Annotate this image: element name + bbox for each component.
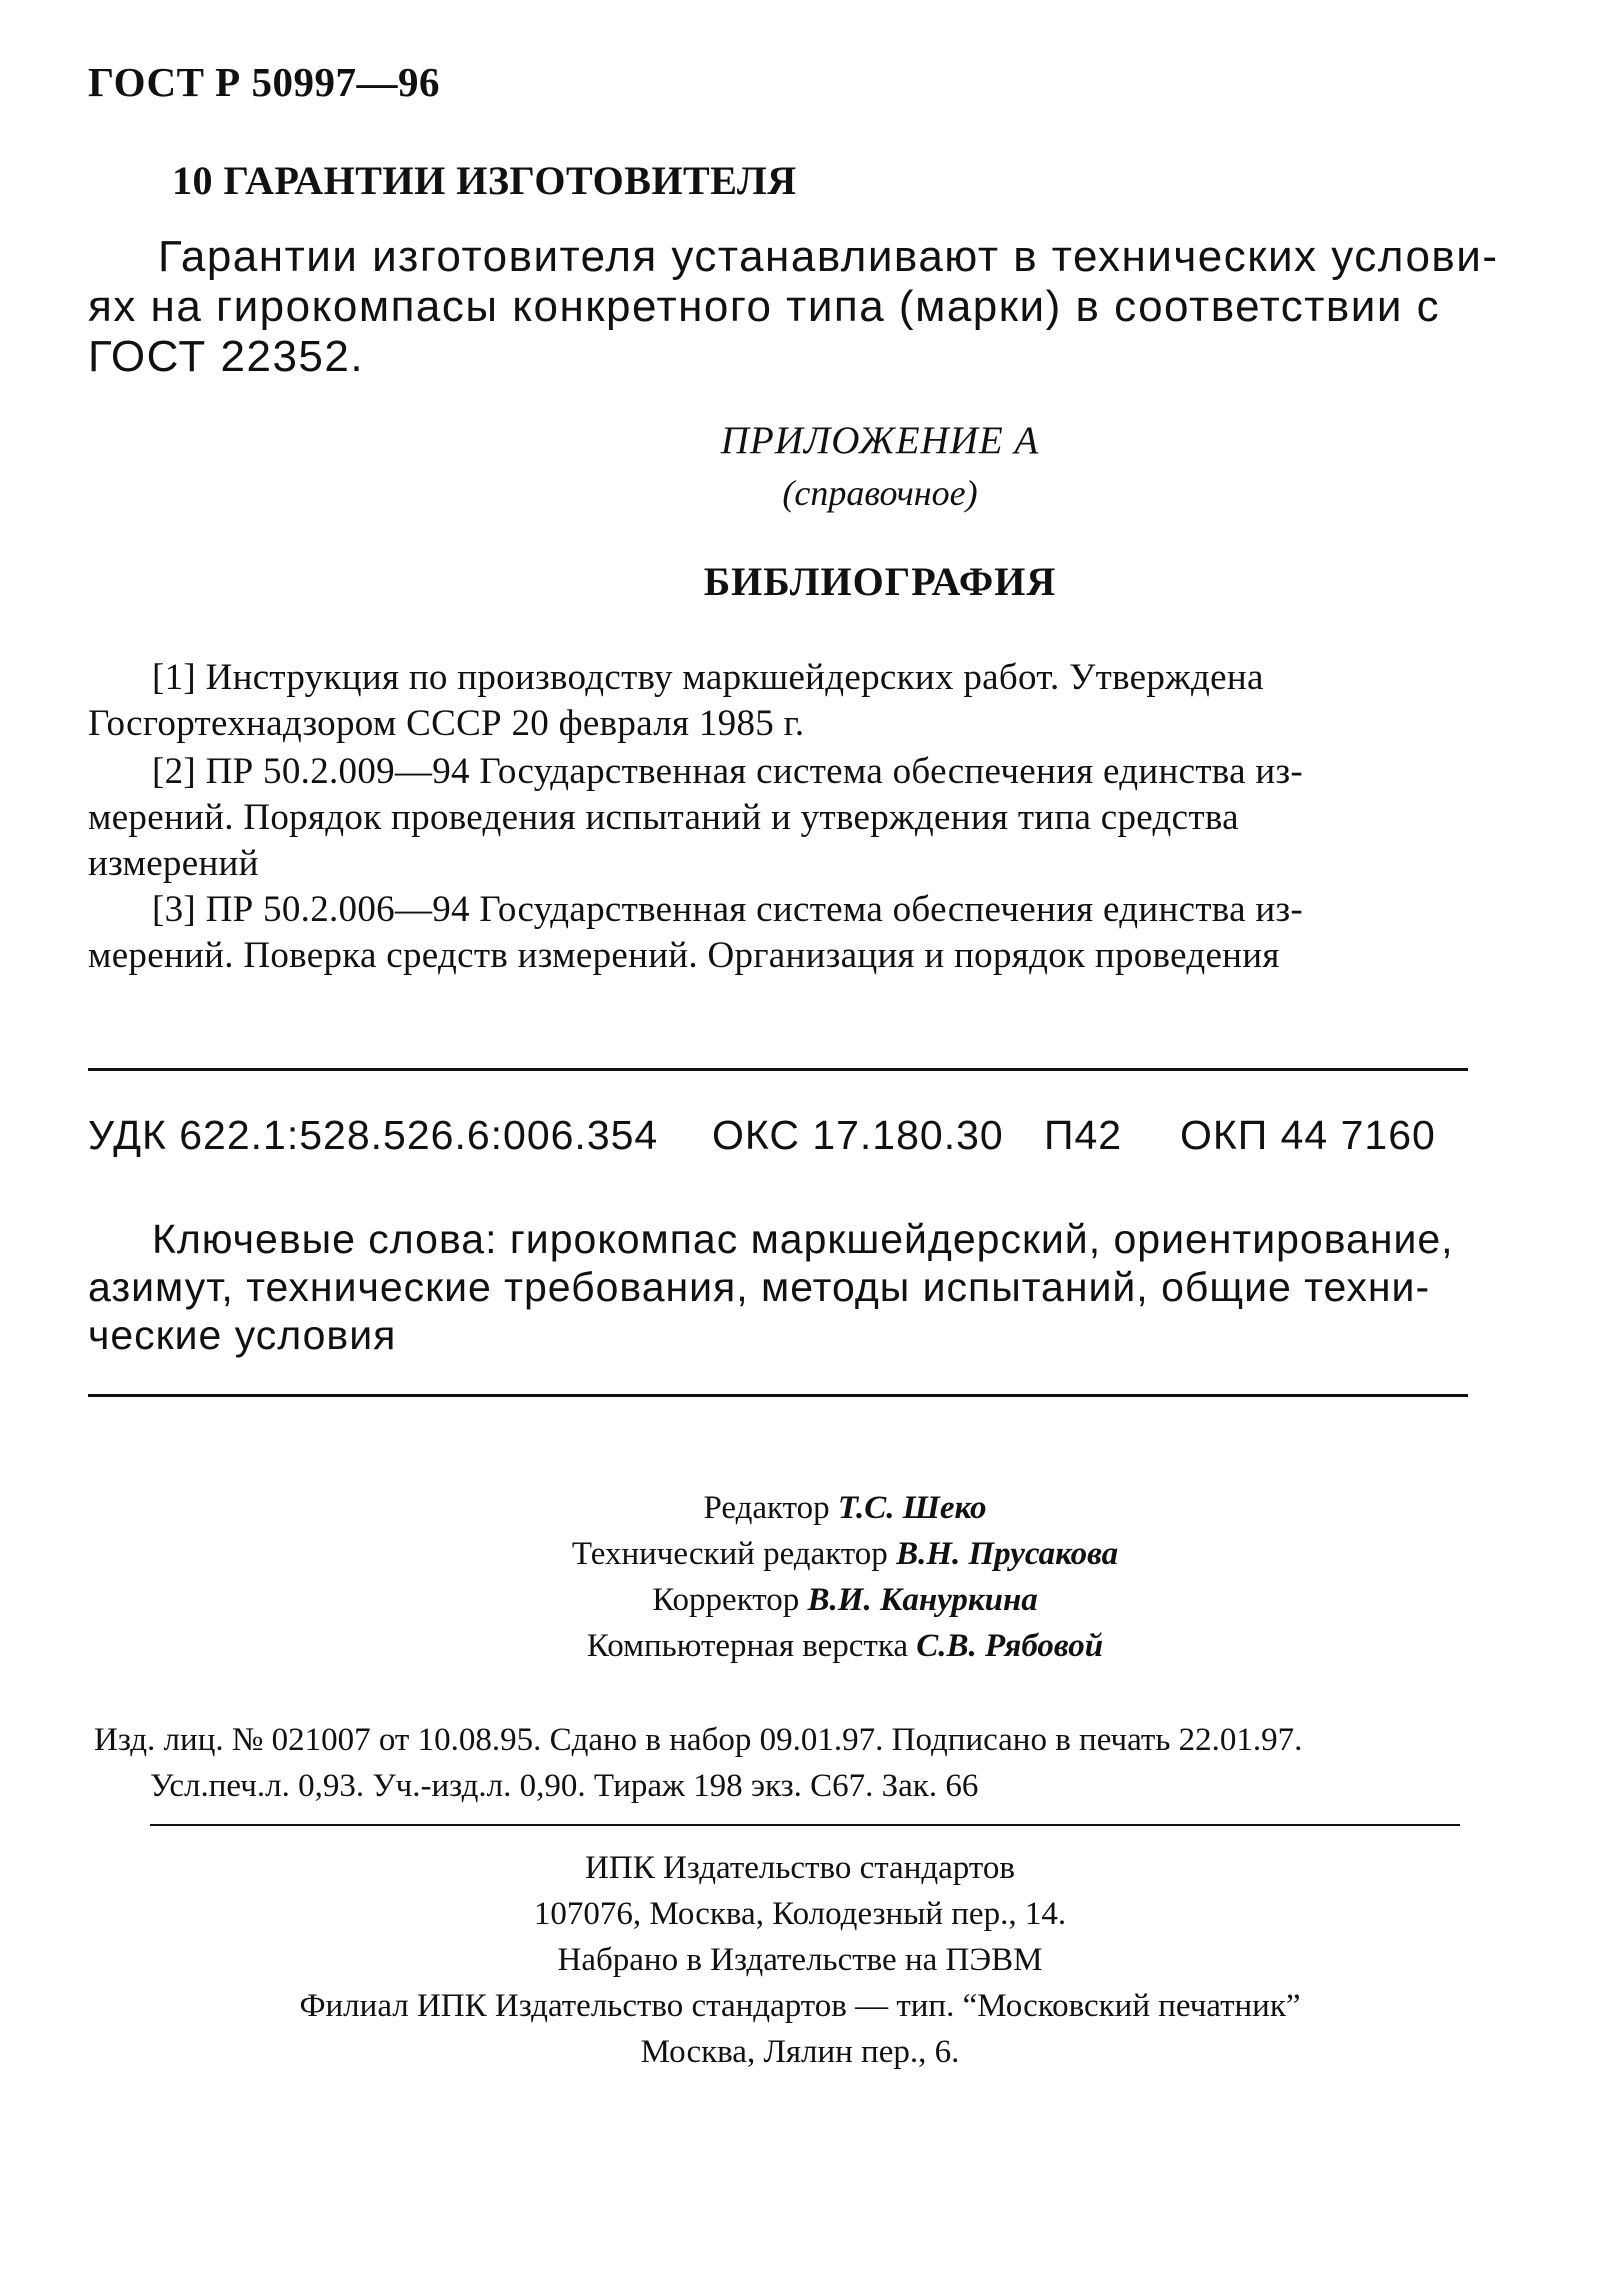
udk-code: УДК 622.1:528.526.6:006.354 [88,1112,659,1158]
keywords-line: ческие условия [88,1312,397,1358]
credit-name: С.В. Рябовой [916,1628,1104,1664]
credit-name: В.Н. Прусакова [896,1536,1119,1572]
section-title: 10 ГАРАНТИИ ИЗГОТОВИТЕЛЯ [172,158,797,203]
oks-code: ОКС 17.180.30 [712,1112,1004,1158]
publisher-line: Москва, Лялин пер., 6. [640,2034,960,2070]
publisher-line: 107076, Москва, Колодезный пер., 14. [533,1896,1067,1932]
imprint-line: Усл.печ.л. 0,93. Уч.-изд.л. 0,90. Тираж 198 экз. С67. Зак. 66 [150,1768,979,1804]
bibliography-title: БИБЛИОГРАФИЯ [703,559,1057,604]
reference-line: [3] ПР 50.2.006—94 Государственная система обеспечения единства из- [152,889,1303,930]
standard-header: ГОСТ Р 50997—96 [88,59,440,105]
appendix-title: ПРИЛОЖЕНИЕ А [720,419,1040,462]
credit-layout [0,1628,1600,1665]
credit-role: Корректор [652,1582,800,1618]
credit-name: В.И. Кануркина [807,1582,1038,1618]
reference-line: мерений. Порядок проведения испытаний и утверждения типа средства [88,797,1239,838]
credit-role: Технический редактор [571,1536,888,1572]
reference-line: [1] Инструкция по производству маркшейдерских работ. Утверждена [152,657,1264,698]
keywords-line: Ключевые слова: гирокомпас маркшейдерский, ориентирование, [152,1216,1454,1262]
group-code: П42 [1044,1112,1123,1158]
imprint-line: Изд. лиц. № 021007 от 10.08.95. Сдано в набор 09.01.97. Подписано в печать 22.01.97. [94,1722,1303,1758]
section-text-line: ях на гирокомпасы конкретного типа (марки) в соответствии с [88,282,1441,331]
credit-corrector [0,1582,1600,1619]
reference-line: [2] ПР 50.2.009—94 Государственная система обеспечения единства из- [152,751,1303,792]
okp-code: ОКП 44 7160 [1180,1112,1436,1158]
credit-name: Т.С. Шеко [837,1490,987,1526]
keywords-line: азимут, технические требования, методы испытаний, общие техни- [88,1264,1431,1310]
publisher-line: Филиал ИПК Издательство стандартов — тип. “Московский печатник” [299,1988,1301,2024]
publisher-line: Набрано в Издательстве на ПЭВМ [557,1942,1043,1978]
credit-tech-editor [0,1536,1600,1573]
credit-role: Компьютерная верстка [586,1628,909,1664]
reference-line: Госгортехнадзором СССР 20 февраля 1985 г. [88,703,805,744]
publisher-line: ИПК Издательство стандартов [585,1850,1015,1886]
credit-editor [0,1490,1600,1527]
credit-role: Редактор [703,1490,830,1526]
reference-line: измерений [88,843,259,884]
divider-line [150,1824,1460,1826]
appendix-subtitle: (справочное) [782,473,978,513]
divider-line [88,1394,1468,1397]
section-text-line: Гарантии изготовителя устанавливают в технических услови- [158,232,1499,281]
divider-line [88,1068,1468,1071]
section-text-line: ГОСТ 22352. [88,332,365,381]
reference-line: мерений. Поверка средств измерений. Организация и порядок проведения [88,935,1280,976]
